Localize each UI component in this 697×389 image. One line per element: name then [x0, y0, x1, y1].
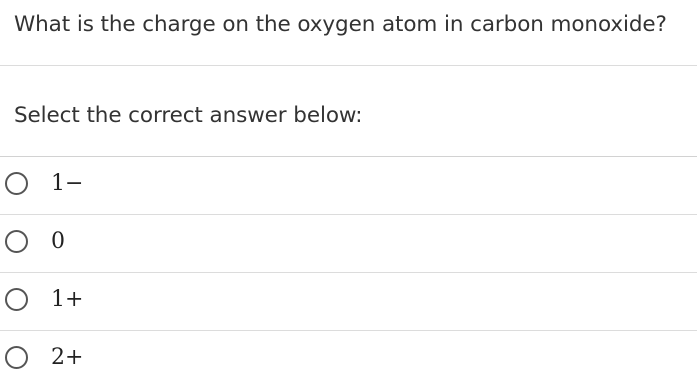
radio-button-icon[interactable] [5, 288, 28, 311]
answer-option-label: 2+ [51, 345, 84, 370]
question-text: What is the charge on the oxygen atom in carbon monoxide? [14, 12, 667, 37]
answer-option-label: 1+ [51, 287, 84, 312]
answer-prompt: Select the correct answer below: [14, 103, 363, 128]
divider [0, 65, 697, 66]
radio-button-icon[interactable] [5, 230, 28, 253]
answer-option-4[interactable] [0, 331, 697, 389]
answer-option-1[interactable] [0, 157, 697, 215]
answer-options [0, 156, 697, 389]
answer-option-2[interactable] [0, 215, 697, 273]
radio-button-icon[interactable] [5, 172, 28, 195]
radio-button-icon[interactable] [5, 346, 28, 369]
answer-option-label: 0 [51, 229, 65, 254]
answer-option-label: 1− [51, 171, 84, 196]
answer-option-3[interactable] [0, 273, 697, 331]
